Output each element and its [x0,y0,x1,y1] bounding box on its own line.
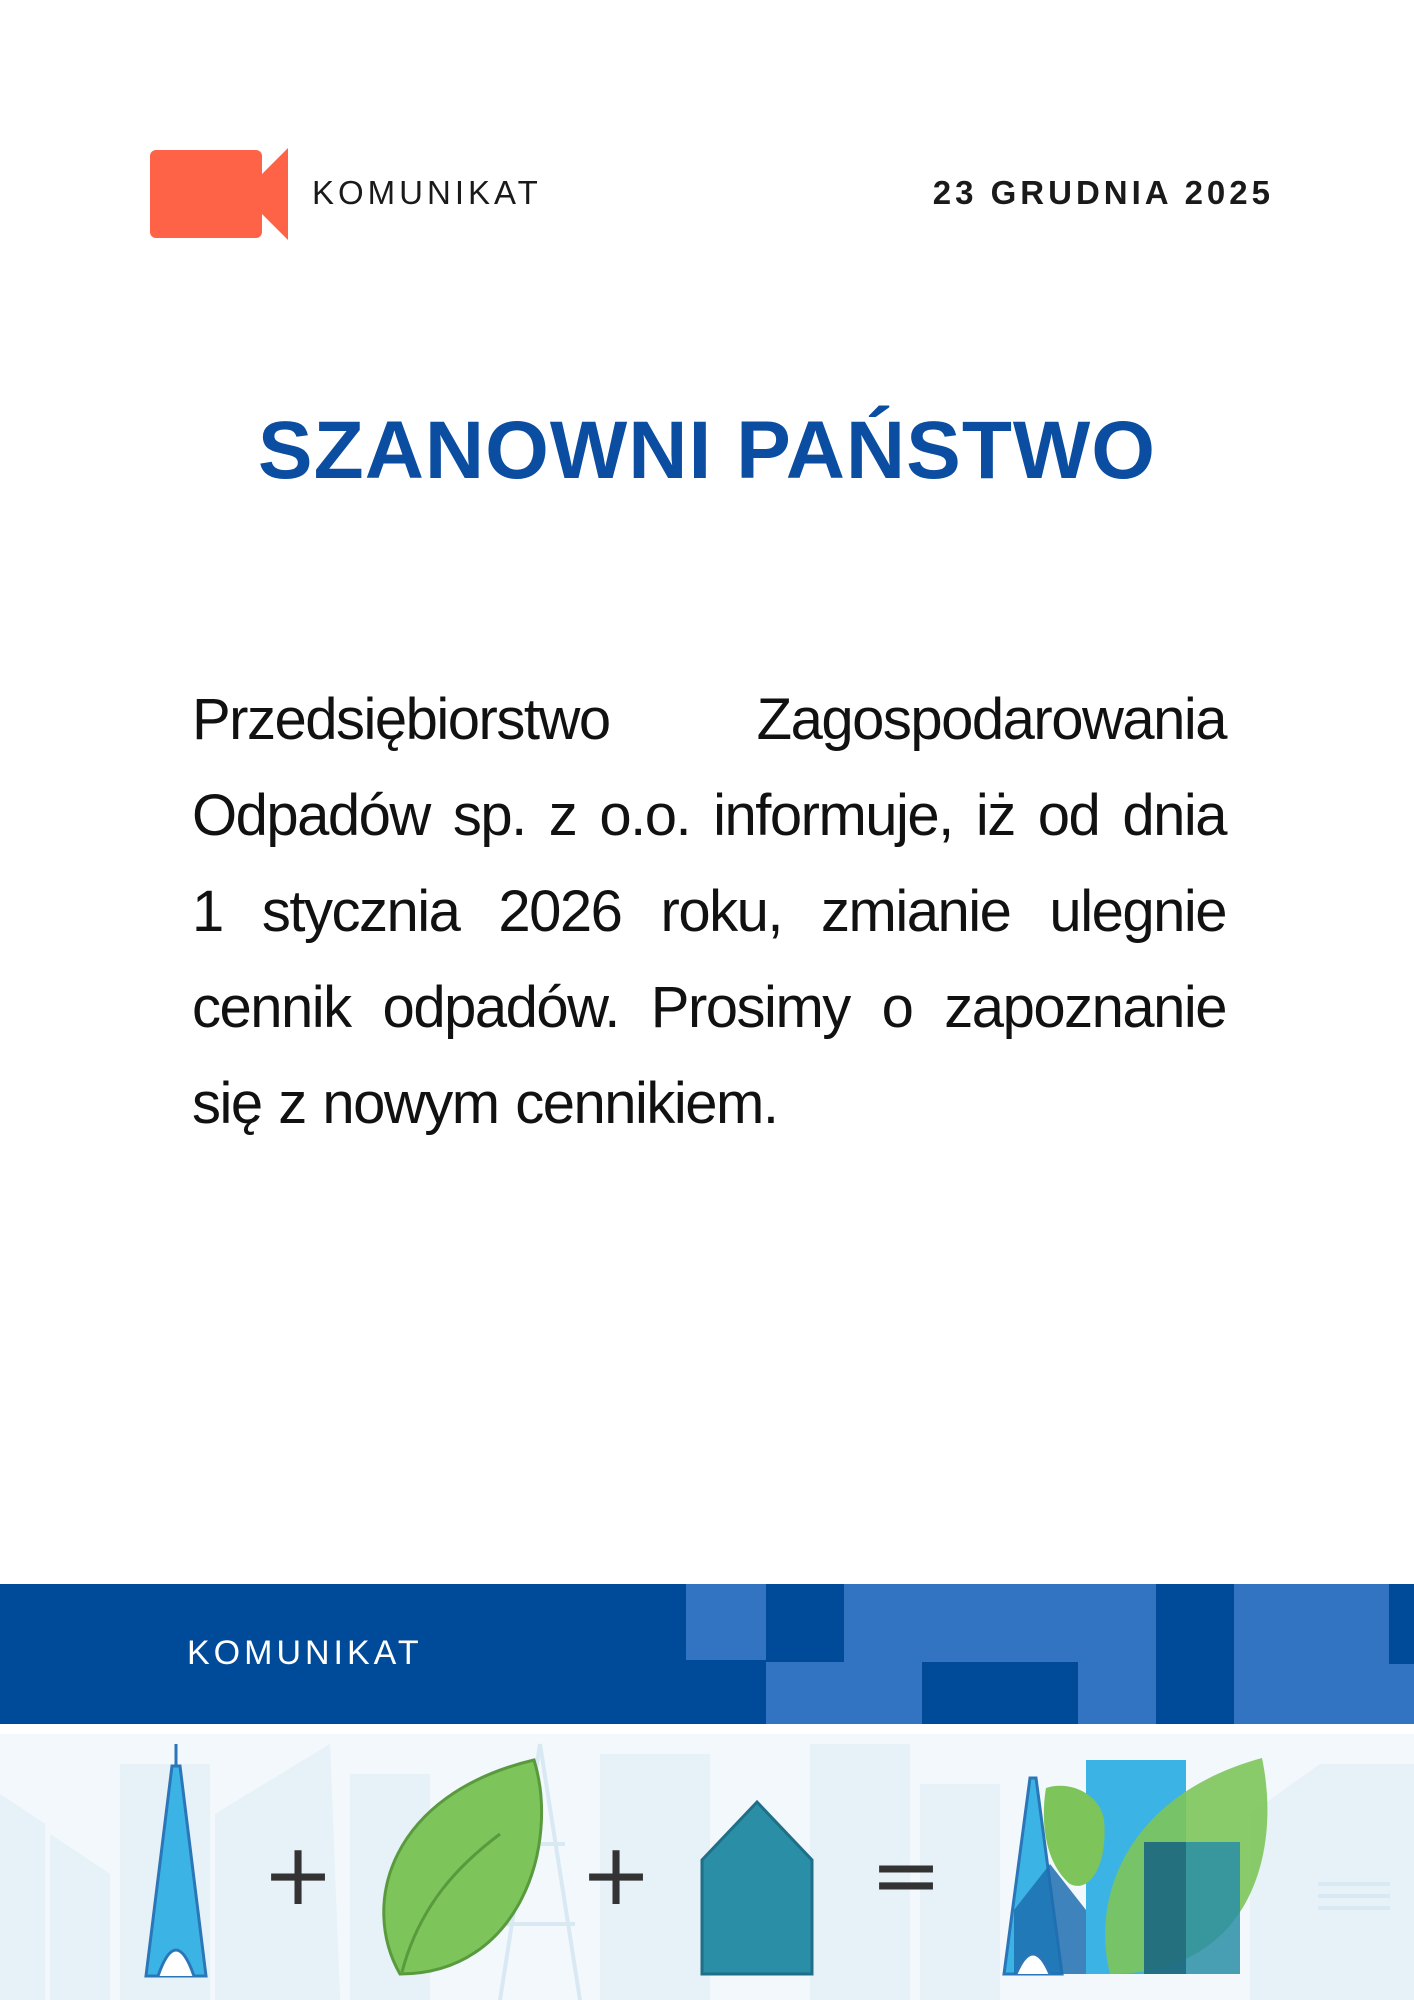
plus-icon: + [261,1825,335,1925]
equals-icon: = [869,1825,943,1925]
illustration [0,1724,1414,2000]
plus-icon: + [579,1825,653,1925]
header [0,0,1414,260]
announcement-body: Przedsiębiorstwo Zagospodarowania Odpadów sp. z o.o. informuje, iż od dnia 1 stycznia 2026 roku, zmianie ulegnie cennik odpadów. Prosimy o zapoznanie się z nowym cennikiem. [192,687,1226,1136]
header-label: KOMUNIKAT [312,174,542,211]
page-title: SZANOWNI PAŃSTWO [257,405,1157,496]
video-camera-icon [150,148,288,240]
footer-label: KOMUNIKAT [187,1634,423,1672]
header-date: 23 GRUDNIA 2025 [932,174,1274,211]
